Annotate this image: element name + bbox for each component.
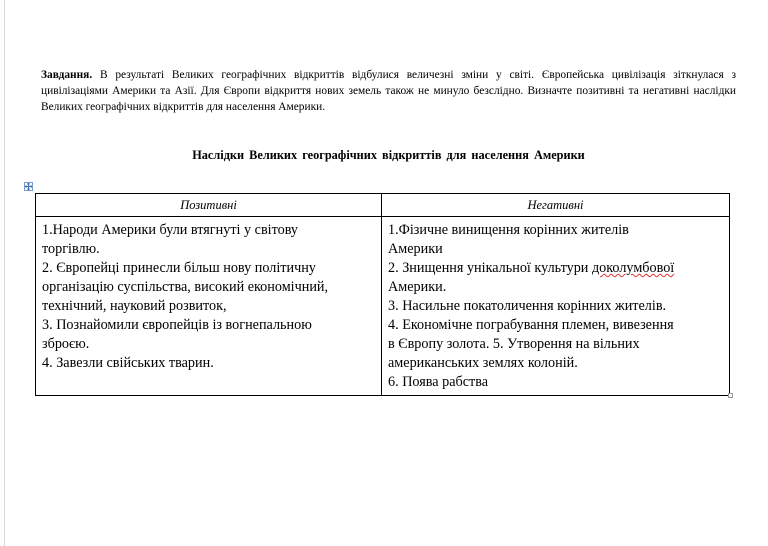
cell-line: 1.Фізичне винищення корінних жителів	[388, 222, 629, 238]
header-negative: Негативні	[382, 194, 730, 217]
positive-cell[interactable]	[36, 217, 382, 396]
cell-line: в Європу золота. 5. Утворення на вільних	[388, 336, 640, 352]
task-label: Завдання.	[41, 69, 93, 81]
task-text: В результаті Великих географічних відкриттів відбулися величезні зміни у світі. Європейська цивілізація зіткнулася з цивілізаціями Америки та Азії. Для Європи відкриття нових земель також не минуло безслідно. Визначте позитивні та негативні наслідки Великих географічних відкриттів для населення Америки.	[41, 69, 736, 113]
cell-line: 3. Познайомили європейців із вогнепальною	[42, 317, 312, 333]
cell-line-wrapper	[388, 259, 725, 278]
negative-cell[interactable]	[382, 217, 730, 396]
cell-line: 4. Завезли свійських тварин.	[42, 355, 214, 371]
cell-line: 4. Економічне пограбування племен, вивезення	[388, 317, 674, 333]
table-move-handle-icon[interactable]	[24, 182, 33, 191]
cell-line: 2. Знищення унікальної культури	[388, 260, 592, 276]
task-paragraph	[41, 67, 736, 115]
cell-line: зброєю.	[42, 336, 90, 352]
spellcheck-word: доколумбової	[591, 260, 675, 276]
page-margin-line	[4, 0, 5, 546]
results-table	[35, 193, 730, 396]
table-heading: Наслідки Великих географічних відкриттів для населення Америки	[192, 148, 585, 162]
cell-line: організацію суспільства, високий економічний,	[42, 279, 329, 295]
cell-line: 1.Народи Америки були втягнуті у світову	[42, 222, 298, 238]
header-positive: Позитивні	[36, 194, 382, 217]
table-row	[36, 217, 730, 396]
table-resize-handle[interactable]	[728, 393, 733, 398]
cell-line: технічний, науковий розвиток,	[42, 298, 227, 314]
cell-line: американських землях колоній.	[388, 355, 578, 371]
cell-line: 3. Насильне покатоличення корінних жителів.	[388, 298, 667, 314]
cell-line: торгівлю.	[42, 241, 100, 257]
cell-line: Америки	[388, 241, 443, 257]
cell-line: Америки.	[388, 279, 447, 295]
cell-line: 6. Поява рабства	[388, 374, 489, 390]
table-header-row	[36, 194, 730, 217]
cell-line: 2. Європейці принесли більш нову політичну	[42, 260, 316, 276]
